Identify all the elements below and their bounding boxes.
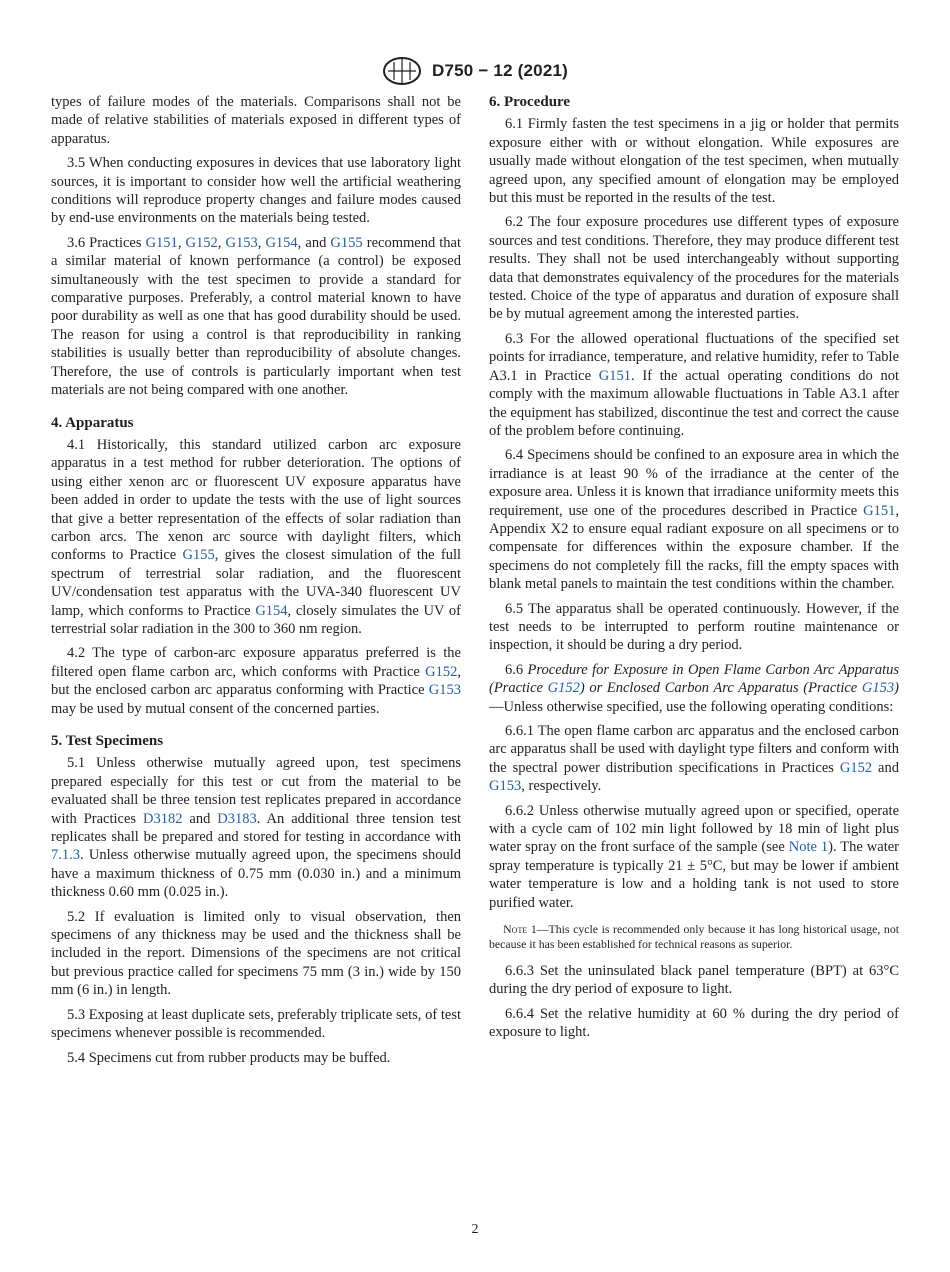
right-column (489, 93, 899, 1048)
paragraph-6-5: 6.5 The apparatus shall be operated continuously. However, if the test needs to be interrupted to perform routine maintenance or inspection, it should be during a dry period. (489, 600, 899, 654)
note-label: Note 1 (503, 922, 537, 937)
note-text: —This cycle is recommended only because it has long historical usage, not because it has been established for technical reasons as superior. (489, 922, 900, 952)
link-g152[interactable]: G152 (425, 663, 458, 680)
link-g152[interactable]: G152 (547, 680, 580, 697)
paragraph-3-6: 3.6 Practices G151, G152, G153, G154, and G155 recommend that a similar material of known performance (a control) be exposed simultaneously with the test specimen to provide a standard for comparative purposes. Preferably, a control material known to have poor durability as well as one that has good durability should be used. The reason for using a control is that reproducibility in ranking stabilities is usually better than reproducibility of absolute changes. Therefore, the use of controls is particularly important when test materials are not being compared with one another. (51, 234, 462, 399)
paragraph-5-1: 5.1 Unless otherwise mutually agreed upon, test specimens prepared especially for this test or cut from the material to be evaluated shall be three tension test replicates prepared in accordance with Practices D3182 and D3183. An additional three tension test replicates shall be prepared and stored for testing in accordance with 7.1.3. Unless otherwise mutually agreed upon, the specimens should have a maximum thickness of 0.75 mm (0.030 in.) and a minimum thickness 0.60 mm (0.025 in.). (51, 755, 461, 901)
link-section-7-1-3[interactable]: 7.1.3 (51, 847, 80, 864)
link-g153[interactable]: G153 (428, 682, 461, 699)
paragraph-6-6-1: 6.6.1 The open flame carbon arc apparatus and the enclosed carbon arc apparatus shall be used with daylight type filters and conform with the spectral power distribution specifications in Practices G152 and G153, respectively. (489, 723, 899, 795)
paragraph-4-1: 4.1 Historically, this standard utilized carbon arc exposure apparatus in a test method for rubber deterioration. The options of using either xenon arc or fluorescent UV exposure apparatus have been added in order to update the tests with the use of light sources that give a better representation of the effects of solar radiation than carbon arcs. The xenon arc source with daylight filters, which conforms to Practice G155, gives the closest simulation of the full spectrum of terrestrial solar radiation, and the fluorescent UV/condensation test apparatus with the UVA-340 fluorescent UV lamp, which conforms to Practice G154, closely simulates the UV of terrestrial solar radiation in the 300 to 360 nm region. (51, 436, 461, 637)
link-g155[interactable]: G155 (330, 234, 363, 251)
section-heading-apparatus: 4. Apparatus (51, 414, 134, 431)
link-g153[interactable]: G153 (861, 680, 895, 697)
document-designation: D750 − 12 (2021) (432, 61, 568, 80)
paragraph-5-4: 5.4 Specimens cut from rubber products may be buffed. (66, 1049, 391, 1066)
link-g152[interactable]: G152 (839, 759, 873, 776)
link-g154[interactable]: G154 (255, 602, 288, 619)
paragraph-5-3: 5.3 Exposing at least duplicate sets, preferably triplicate sets, of test specimens whenever possible is recommended. (51, 1006, 461, 1042)
page-header (0, 56, 950, 86)
paragraph-3-5: 3.5 When conducting exposures in devices that use laboratory light sources, it is important to consider how well the artificial weathering conditions will reproduce property changes and failure modes caused by end-use environments on the materials being tested. (51, 155, 461, 227)
link-g153[interactable]: G153 (225, 234, 258, 251)
section-heading-test-specimens: 5. Test Specimens (51, 733, 164, 749)
paragraph-6-4: 6.4 Specimens should be confined to an exposure area in which the irradiance is at least 90 % of the irradiance at the center of the exposure area. Unless it is known that irradiance uniformity meets this requirement, use one of the procedures described in Practice G151, Appendix X2 to ensure equal radiant exposure on all specimens or to compensate for differences within the exposure chamber. If the specimens do not completely fill the racks, fill the empty spaces with blank metal panels to maintain the test conditions within the chamber. (489, 447, 899, 593)
link-g155[interactable]: G155 (182, 547, 215, 564)
link-g151[interactable]: G151 (863, 502, 896, 519)
paragraph-6-6-4: 6.6.4 Set the relative humidity at 60 % during the dry period of exposure to light. (489, 1005, 899, 1041)
paragraph-6-1: 6.1 Firmly fasten the test specimens in a jig or holder that permits exposure either with or without elongation. While exposures are usually made without elongation of the test specimen, when mutually agreed upon, any specified amount of elongation may be employed but this must be reported in the results of the test. (489, 116, 899, 207)
link-g154[interactable]: G154 (265, 234, 298, 251)
paragraph-6-3: 6.3 For the allowed operational fluctuations of the specified set points for irradiance, temperature, and relative humidity, refer to Table A3.1 in Practice G151. If the actual operating conditions do not comply with the maximum allowable fluctuations in Table A3.1 after the equipment has stabilized, discontinue the test and correct the cause of the problem before continuing. (489, 330, 899, 439)
left-column (51, 93, 461, 1073)
link-d3182[interactable]: D3182 (143, 810, 183, 827)
link-note-1[interactable]: Note 1 (788, 839, 829, 856)
paragraph-4-2: 4.2 The type of carbon-arc exposure apparatus preferred is the filtered open flame carbon arc, which conforms with Practice G152, but the enclosed carbon arc apparatus conforming with Practice G153 may be used by mutual consent of the concerned parties. (51, 645, 461, 717)
paragraph-6-6-3: 6.6.3 Set the uninsulated black panel temperature (BPT) at 63°C during the dry period of exposure to light. (489, 963, 899, 998)
page-number: 2 (471, 1222, 479, 1237)
link-g151[interactable]: G151 (598, 367, 632, 384)
link-g151[interactable]: G151 (145, 234, 178, 251)
paragraph-6-6-2: 6.6.2 Unless otherwise mutually agreed upon or specified, operate with a cycle cam of 102 min light followed by 18 min of light plus water spray on the front surface of the sample (see Note 1). The water spray temperature is typically 21 ± 5°C, but may be lower if ambient water temperature is low and a holding tank is not used to store purified water. (489, 802, 900, 911)
link-g152[interactable]: G152 (185, 234, 218, 251)
paragraph-6-6: 6.6 Procedure for Exposure in Open Flame Carbon Arc Apparatus (Practice G152) or Enclosed Carbon Arc Apparatus (Practice G153)—Unless otherwise specified, use the following operating conditions: (489, 661, 899, 715)
link-d3183[interactable]: D3183 (217, 810, 257, 827)
note-1 (489, 922, 899, 952)
paragraph-5-2: 5.2 If evaluation is limited only to visual observation, then specimens of any thickness may be used and the thickness shall be included in the report. Dimensions of the specimens are not critical but previous practice called for specimens 75 mm (3 in.) wide by 150 mm (6 in.) in length. (51, 908, 461, 999)
paragraph-continued: types of failure modes of the materials. Comparisons shall not be made of relative stabilities of materials exposed in different types of apparatus. (51, 94, 461, 147)
paragraph-6-2: 6.2 The four exposure procedures use different types of exposure sources and test conditions. Therefore, they may produce different test results. They shall not be used interchangeably without supporting data that demonstrates equivalency of the procedures for the materials tested. Choice of the type of apparatus and duration of exposure shall be by mutual agreement among the interested parties. (489, 214, 899, 323)
link-g153[interactable]: G153 (489, 778, 522, 795)
section-heading-procedure: 6. Procedure (489, 94, 571, 110)
astm-logo-icon (382, 56, 422, 86)
